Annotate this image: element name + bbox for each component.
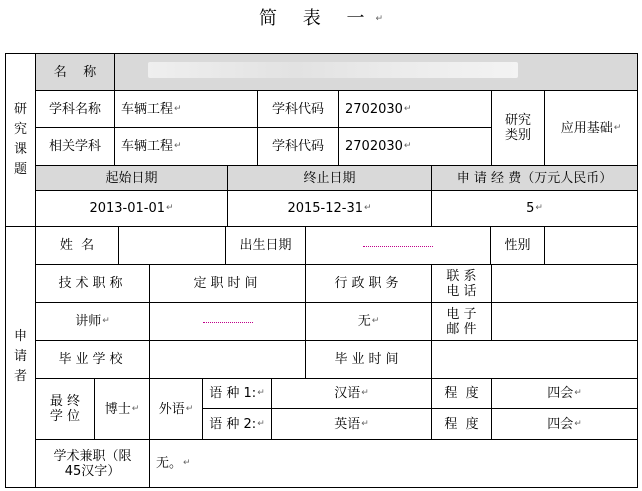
- redacted-birth-date: [363, 245, 433, 247]
- foreign-language-label: 外语 ↵: [149, 378, 203, 440]
- tech-title-label: 技术职称: [35, 264, 150, 303]
- funds-value: 5 ↵: [431, 190, 638, 227]
- subject-label: 学科名称: [35, 90, 115, 128]
- language-1-value: 汉语 ↵: [271, 378, 432, 409]
- language-1-label: 语 种 1: ↵: [202, 378, 272, 409]
- related-code-label: 学科代码: [257, 127, 339, 166]
- applicant-name-label: 姓 名: [35, 226, 119, 265]
- phone-value: [491, 264, 638, 303]
- email-value: [491, 302, 638, 341]
- project-name-label: 名 称: [35, 53, 115, 91]
- grad-time-label: 毕业时间: [305, 340, 432, 379]
- related-code-value: 2702030 ↵: [338, 127, 492, 166]
- school-value: [149, 340, 306, 379]
- level-1-value: 四会 ↵: [491, 378, 638, 409]
- level-2-label: 程 度: [431, 408, 492, 440]
- redacted-title-time: [203, 321, 253, 323]
- level-2-value: 四会 ↵: [491, 408, 638, 440]
- subject-code-label: 学科代码: [257, 90, 339, 128]
- language-2-label: 语 种 2: ↵: [202, 408, 272, 440]
- page-title: 简 表 一↵: [259, 8, 383, 29]
- end-date-label: 终止日期: [227, 165, 432, 191]
- part-time-label: 学术兼职（限45汉字）: [35, 439, 150, 488]
- gender-label: 性别: [490, 226, 545, 265]
- subject-code-value: 2702030 ↵: [338, 90, 492, 128]
- category-label: 研究类别: [491, 90, 545, 166]
- tech-title-value: 讲师 ↵: [35, 302, 150, 341]
- level-1-label: 程 度: [431, 378, 492, 409]
- school-label: 毕业学校: [35, 340, 150, 379]
- end-date-value: 2015-12-31 ↵: [227, 190, 432, 227]
- birth-date-label: 出生日期: [225, 226, 306, 265]
- title-time-value: [149, 302, 306, 341]
- section-label-applicant: 申 请 者: [5, 226, 36, 488]
- funds-label: 申 请 经 费（万元人民币）: [431, 165, 638, 191]
- birth-date-value: [305, 226, 491, 265]
- grad-time-value: [431, 340, 638, 379]
- language-2-value: 英语 ↵: [271, 408, 432, 440]
- related-subject-value: 车辆工程 ↵: [114, 127, 258, 166]
- start-date-value: 2013-01-01 ↵: [35, 190, 228, 227]
- related-subject-label: 相关学科: [35, 127, 115, 166]
- degree-label: 最 终 学 位: [35, 378, 95, 440]
- category-value: 应用基础 ↵: [544, 90, 638, 166]
- email-label: 电 子 邮 件: [431, 302, 492, 341]
- start-date-label: 起始日期: [35, 165, 228, 191]
- admin-position-value: 无 ↵: [305, 302, 432, 341]
- title-time-label: 定职时间: [149, 264, 306, 303]
- admin-position-label: 行政职务: [305, 264, 432, 303]
- subject-value: 车辆工程 ↵: [114, 90, 258, 128]
- part-time-value: 无。 ↵: [149, 439, 638, 488]
- phone-label: 联 系 电 话: [431, 264, 492, 303]
- section-label-research: 研 究 课 题: [5, 53, 36, 227]
- redacted-project-name: [148, 62, 518, 78]
- degree-value: 博士 ↵: [94, 378, 150, 440]
- gender-value: [544, 226, 638, 265]
- applicant-name-value: [118, 226, 226, 265]
